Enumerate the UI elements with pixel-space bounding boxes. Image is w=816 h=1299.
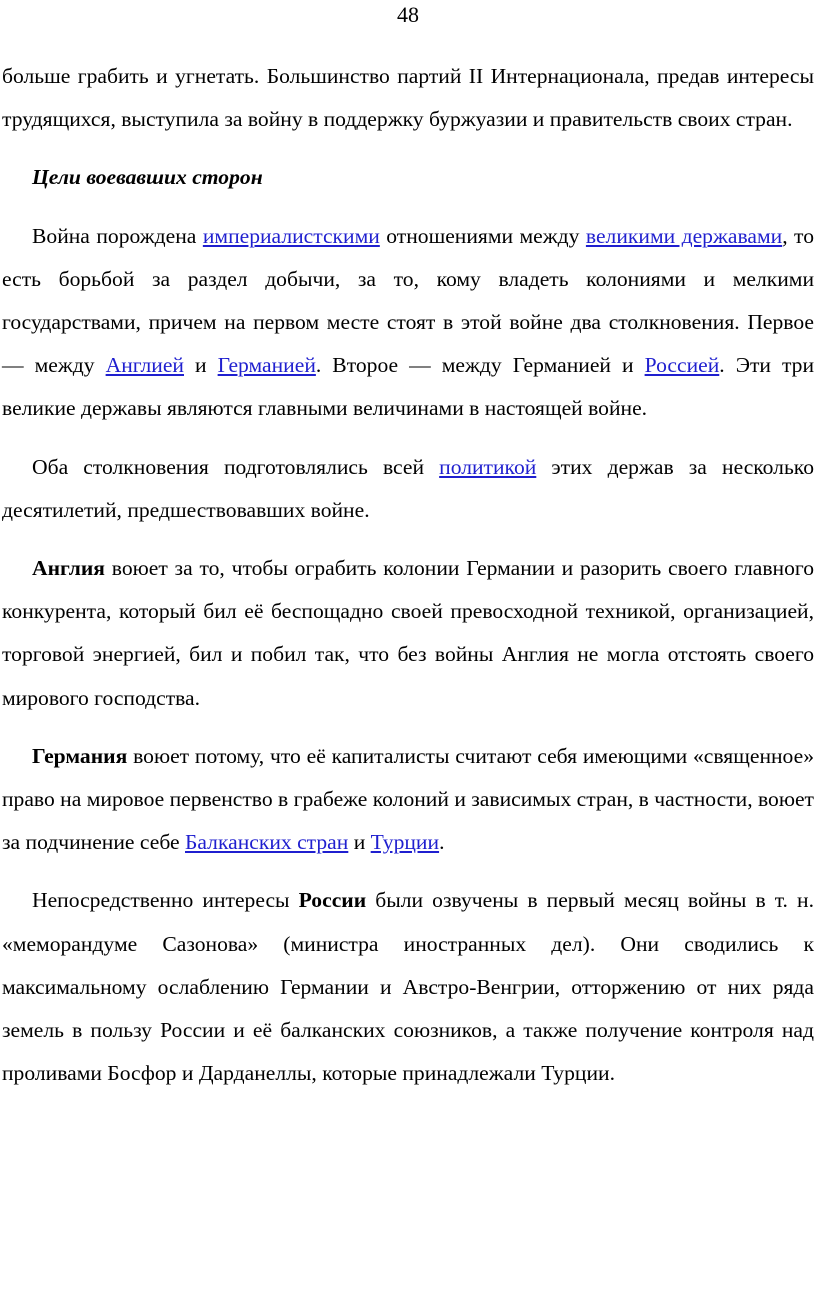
page-number: 48: [397, 2, 419, 27]
paragraph-conflicts: [2, 446, 814, 532]
text-span: воюет за то, чтобы ограбить колонии Германии и разорить своего главного конкурента, который бил её беспощадно своей превосходной техникой, организацией, торговой энергией, бил и побил так, что без войны Англия не могла отстоять своего мирового господства.: [2, 556, 814, 710]
link-great-powers[interactable]: великими державами: [585, 223, 783, 248]
text-span: Война порождена: [32, 223, 203, 248]
paragraph-germany: [2, 735, 814, 865]
bold-term-england: Англия: [32, 556, 105, 581]
text-span: воюет потому, что её капиталисты считают себя имеющими «священное» право на мировое первенство в грабеже колоний и зависимых стран, в частности, воюет за подчинение себе: [2, 743, 814, 855]
text-span: Оба столкновения подготовлялись всей: [32, 454, 440, 479]
text-span: этих держав за несколько десятилетий, предшествовавших войне.: [2, 454, 814, 522]
link-politics[interactable]: политикой: [439, 454, 537, 479]
bold-term-germany: Германия: [32, 743, 128, 768]
link-turkey[interactable]: Турции: [370, 830, 440, 855]
text-span: и: [348, 830, 371, 855]
bold-term-russia: России: [298, 888, 367, 913]
text-span: были озвучены в первый месяц войны в т. н. «меморандуме Сазонова» (министра иностранных дел). Они сводились к максимальному ослаблению Германии и Австро-Венгрии, отторжению от них ряда земель в пользу России и её балканских союзников, а также получение контроля над проливами Босфор и Дарданеллы, которые принадлежали Турции.: [2, 888, 814, 1086]
text-span: и: [184, 353, 218, 378]
link-imperialist[interactable]: империалистскими: [202, 223, 380, 248]
link-balkan-countries[interactable]: Балканских стран: [185, 830, 349, 855]
text-span: , то есть борьбой за раздел добычи, за то, кому владеть колониями и мелкими государствами, причем на первом месте стоят в этой войне два столкновения. Первое — между: [2, 223, 815, 378]
paragraph-england: [2, 547, 814, 720]
link-germany[interactable]: Германией: [217, 353, 316, 378]
paragraph-intro: [2, 55, 814, 141]
body-text: [2, 55, 814, 1095]
text-span: .: [439, 830, 445, 855]
paragraph-russia: [2, 879, 814, 1095]
link-russia[interactable]: Россией: [644, 353, 720, 378]
text-span: . Эти три великие державы являются главными величинами в настоящей войне.: [2, 353, 815, 421]
link-england[interactable]: Англией: [105, 353, 184, 378]
section-heading: Цели воевавших сторон: [32, 165, 263, 190]
paragraph-intro-text: больше грабить и угнетать. Большинство партий II Интернационала, предав интересы трудящихся, выступила за войну в поддержку буржуазии и правительств своих стран.: [2, 64, 814, 132]
text-span: отношениями между: [379, 223, 586, 248]
text-span: Непосредственно интересы: [32, 888, 299, 913]
text-span: . Второе — между Германией и: [315, 353, 645, 378]
paragraph-war-origin: [2, 215, 814, 431]
